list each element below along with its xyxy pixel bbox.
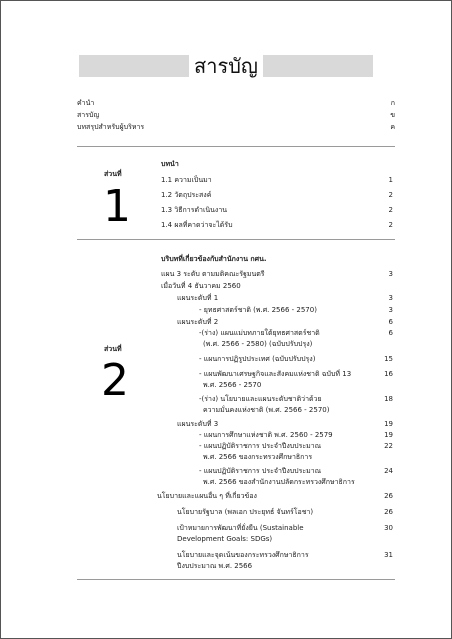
part2-number: 2: [101, 355, 129, 406]
divider: [77, 146, 395, 147]
toc-entry[interactable]: แผนระดับที่ 2 6: [177, 318, 393, 326]
toc-entry[interactable]: - แผนการปฏิรูปประเทศ (ฉบับปรับปรุง) 15: [199, 355, 393, 363]
front-matter-item[interactable]: คำนำ ก: [77, 99, 395, 107]
divider: [77, 239, 395, 240]
toc-entry[interactable]: 1.4 ผลที่คาดว่าจะได้รับ 2: [161, 221, 393, 229]
toc-entry[interactable]: - ยุทธศาสตร์ชาติ (พ.ศ. 2566 - 2570) 3: [199, 306, 393, 314]
part1-label: ส่วนที่: [104, 170, 122, 178]
toc-entry[interactable]: Development Goals: SDGs): [177, 535, 273, 543]
part1-heading: บทนำ: [161, 160, 179, 168]
toc-entry[interactable]: -(ร่าง) นโยบายและแผนระดับชาติว่าด้วย 18: [199, 395, 393, 403]
toc-entry[interactable]: - แผนพัฒนาเศรษฐกิจและสังคมแห่งชาติ ฉบับที่ 13 16: [199, 370, 393, 378]
toc-entry[interactable]: นโยบายรัฐบาล (พลเอก ประยุทธ์ จันทร์โอชา) 26: [177, 508, 393, 516]
toc-entry[interactable]: พ.ศ. 2566 - 2570: [203, 381, 262, 389]
toc-entry[interactable]: 1.1 ความเป็นมา 1: [161, 176, 393, 184]
toc-entry[interactable]: เป้าหมายการพัฒนาที่ยั่งยืน (Sustainable 30: [177, 524, 393, 532]
front-matter-item[interactable]: สารบัญ ข: [77, 111, 395, 119]
toc-entry[interactable]: 1.3 วิธีการดำเนินงาน 2: [161, 206, 393, 214]
toc-entry[interactable]: แผนระดับที่ 3 19: [177, 420, 393, 428]
part2-heading: บริบทที่เกี่ยวข้องกับสำนักงาน กศน.: [161, 255, 267, 263]
toc-entry[interactable]: - แผนปฏิบัติราชการ ประจำปีงบประมาณ 22: [199, 442, 393, 450]
toc-entry[interactable]: แผนระดับที่ 1 3: [177, 294, 393, 302]
part2-toc: [157, 253, 393, 572]
toc-entry[interactable]: - แผนปฏิบัติราชการ ประจำปีงบประมาณ 24: [199, 467, 393, 475]
part1-toc: [161, 158, 393, 231]
toc-entry[interactable]: ปีงบประมาณ พ.ศ. 2566: [177, 562, 253, 570]
front-matter-item[interactable]: บทสรุปสำหรับผู้บริหาร ค: [77, 123, 395, 131]
part2-label: ส่วนที่: [104, 345, 122, 353]
toc-entry[interactable]: นโยบายและจุดเน้นของกระทรวงศึกษาธิการ 31: [177, 551, 393, 559]
page-title: สารบัญ: [189, 47, 263, 85]
toc-entry[interactable]: เมื่อวันที่ 4 ธันวาคม 2560: [161, 282, 241, 290]
toc-entry[interactable]: 1.2 วัตถุประสงค์ 2: [161, 191, 393, 199]
toc-entry[interactable]: พ.ศ. 2566 ของสำนักงานปลัดกระทรวงศึกษาธิการ: [203, 478, 355, 486]
toc-entry[interactable]: นโยบายและแผนอื่น ๆ ที่เกี่ยวข้อง 26: [157, 492, 393, 500]
toc-entry[interactable]: ความมั่นคงแห่งชาติ (พ.ศ. 2566 - 2570): [203, 406, 330, 414]
front-matter-list: [77, 97, 395, 133]
toc-entry[interactable]: -(ร่าง) แผนแม่บทภายใต้ยุทธศาสตร์ชาติ 6: [199, 329, 393, 337]
toc-entry[interactable]: - แผนการศึกษาแห่งชาติ พ.ศ. 2560 - 2579 19: [199, 431, 393, 439]
toc-entry[interactable]: พ.ศ. 2566 ของกระทรวงศึกษาธิการ: [203, 453, 313, 461]
toc-entry[interactable]: (พ.ศ. 2566 - 2580) (ฉบับปรับปรุง): [203, 340, 313, 348]
divider: [77, 579, 395, 580]
part1-number: 1: [103, 181, 131, 232]
toc-entry[interactable]: แผน 3 ระดับ ตามมติคณะรัฐมนตรี 3: [161, 270, 393, 278]
